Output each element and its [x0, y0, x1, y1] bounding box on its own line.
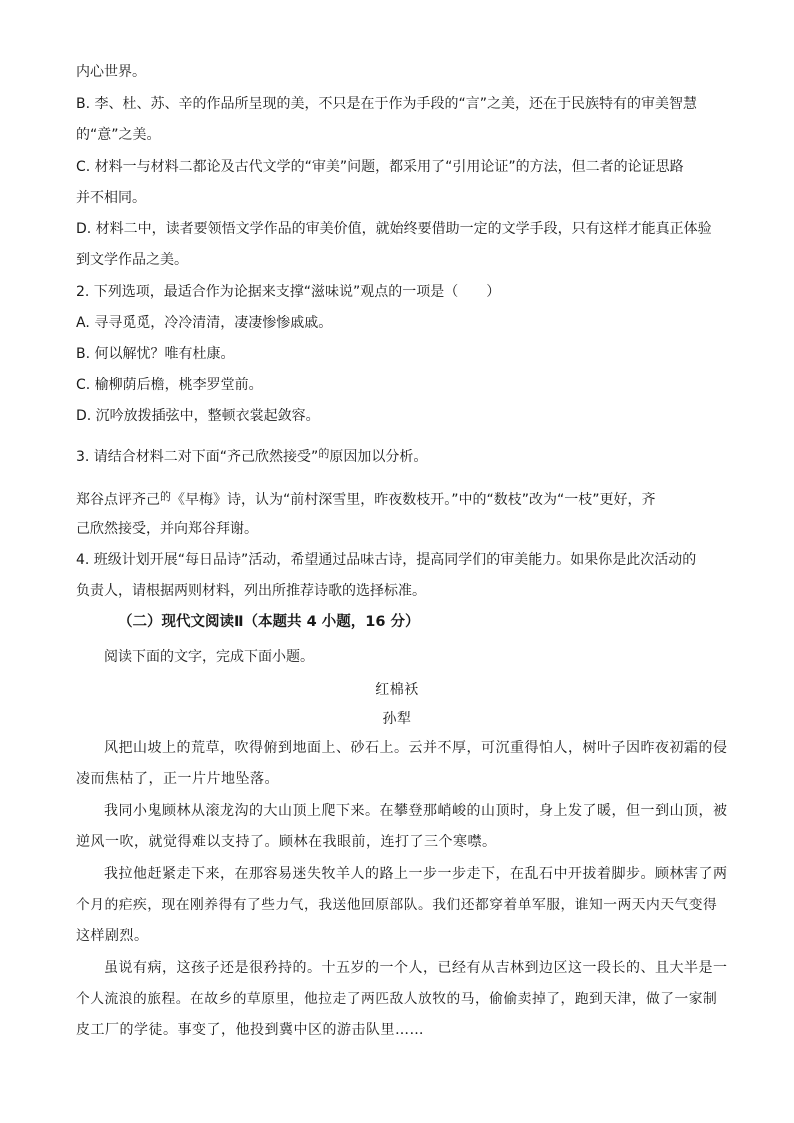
q1-option-b-line1: B. 李、杜、苏、辛的作品所呈现的美，不只是在于作为手段的“言”之美，还在于民族特有的审美智慧	[76, 96, 698, 112]
q2-option-c: C. 榆柳荫后檐，桃李罗堂前。	[76, 377, 263, 393]
story-p4-line2: 个人流浪的旅程。在故乡的草原里，他拉走了两匹敌人放牧的马，偷偷卖掉了，跑到天津，做了一家制	[76, 991, 718, 1007]
q3-material-part1: 郑谷点评齐己	[76, 492, 160, 508]
story-p3-line1: 我拉他赶紧走下来，在那容易迷失牧羊人的路上一步一步走下，在乱石中开拔着脚步。顾林害了两	[104, 866, 728, 882]
q3-material-line1	[76, 487, 716, 510]
q3-stem-part2: 原因加以分析。	[329, 449, 428, 465]
story-title: 红棉袄	[375, 682, 419, 698]
q3-stem	[76, 444, 716, 467]
q1-option-d-line2: 到文学作品之美。	[76, 252, 188, 268]
q1-option-c-line2: 并不相同。	[76, 190, 146, 206]
q2-stem: 2. 下列选项，最适合作为论据来支撑“滋味说”观点的一项是（ ）	[76, 284, 501, 300]
story-p1-line1: 风把山坡上的荒草，吹得俯到地面上、砂石上。云并不厚，可沉重得怕人，树叶子因昨夜初霜的侵	[104, 740, 728, 756]
q2-option-d: D. 沉吟放拨插弦中，整顿衣裳起敛容。	[76, 408, 320, 424]
q1-option-d-line1: D. 材料二中，读者要领悟文学作品的审美价值，就始终要借助一定的文学手段，只有这样才能真正体验	[76, 221, 712, 237]
story-p2-line1: 我同小鬼顾林从滚龙沟的大山顶上爬下来。在攀登那峭峻的山顶时，身上发了暖，但一到山顶，被	[104, 803, 728, 819]
story-p1-line2: 凌而焦枯了，正一片片地坠落。	[76, 771, 279, 787]
section-heading: （二）现代文阅读Ⅱ（本题共 4 小题，16 分）	[118, 614, 420, 630]
q3-stem-stray-char: 的	[318, 447, 330, 460]
section-instruction: 阅读下面的文字，完成下面小题。	[104, 649, 314, 665]
q1-option-a-end: 内心世界。	[76, 64, 146, 80]
q4-line2: 负责人，请根据两则材料，列出所推荐诗歌的选择标准。	[76, 583, 426, 599]
story-p4-line3: 皮工厂的学徒。事变了，他投到冀中区的游击队里……	[76, 1022, 424, 1038]
story-p3-line3: 这样剧烈。	[76, 928, 149, 944]
story-p4-line1: 虽说有病，这孩子还是很矜持的。十五岁的一个人，已经有从吉林到边区这一段长的、且大半是一	[104, 960, 728, 976]
story-author: 孙犁	[382, 711, 412, 727]
q4-line1: 4. 班级计划开展“每日品诗”活动，希望通过品味古诗，提高同学们的审美能力。如果你是此次活动的	[76, 552, 697, 568]
story-p3-line2: 个月的疟疾，现在刚养得有了些力气，我送他回原部队。我们还都穿着单军服，谁知一两天内天气变得	[76, 897, 718, 913]
q3-material-line2: 己欣然接受，并向郑谷拜谢。	[76, 521, 258, 537]
q3-material-part2: 《早梅》诗，认为“前村深雪里，昨夜数枝开。”中的“数枝”改为“一枝”更好，齐	[171, 492, 656, 508]
story-p2-line2: 逆风一吹，就觉得难以支持了。顾林在我眼前，连打了三个寒噤。	[76, 834, 497, 850]
q1-option-b-line2: 的“意”之美。	[76, 127, 161, 143]
q3-material-stray-char: 的	[160, 490, 171, 503]
q2-option-a: A. 寻寻觅觅，冷冷清清，凄凄惨惨戚戚。	[76, 315, 333, 331]
q2-option-b: B. 何以解忧？唯有杜康。	[76, 346, 235, 362]
q1-option-c-line1: C. 材料一与材料二都论及古代文学的“审美”问题，都采用了“引用论证”的方法，但二者的论证思路	[76, 159, 684, 175]
q3-stem-part1: 3. 请结合材料二对下面“齐己欣然接受”	[76, 449, 319, 465]
